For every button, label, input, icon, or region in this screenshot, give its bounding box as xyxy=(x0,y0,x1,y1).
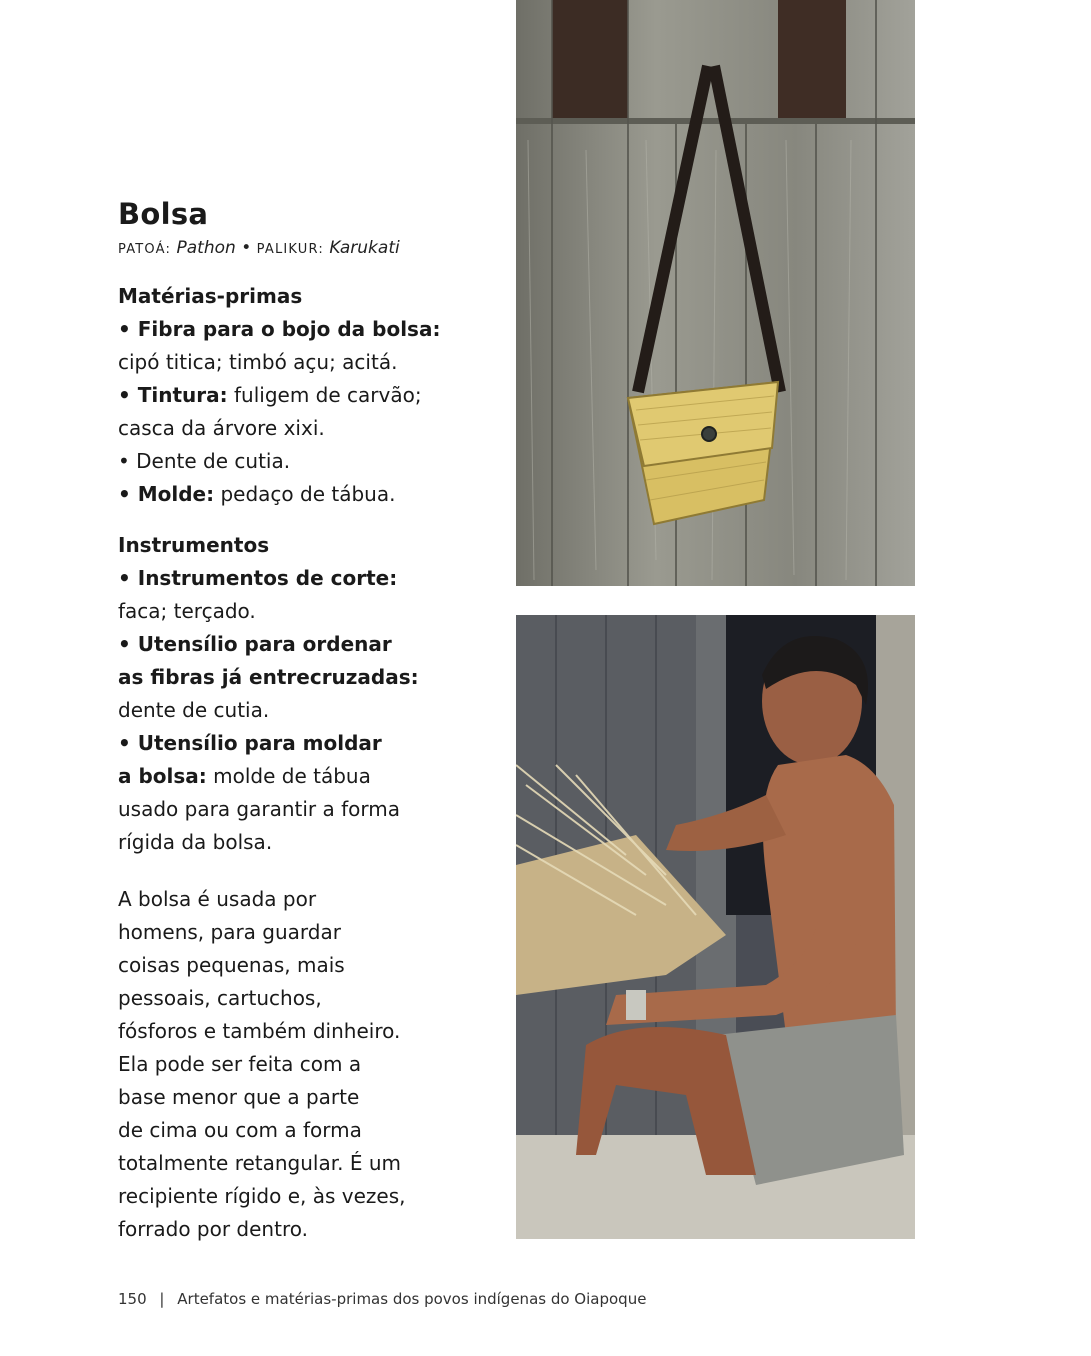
line-text: pedaço de tábua. xyxy=(214,482,396,506)
page-footer xyxy=(118,1290,646,1308)
bag-photo xyxy=(516,0,915,586)
page-number: 150 xyxy=(118,1290,147,1308)
materials-section xyxy=(118,280,498,511)
book-title: Artefatos e matérias-primas dos povos indígenas do Oiapoque xyxy=(177,1290,647,1308)
line-text: usado para garantir a forma xyxy=(118,797,401,821)
line-text: cipó titica; timbó açu; acitá. xyxy=(118,350,398,374)
description-paragraph xyxy=(118,883,498,1246)
description-line: recipiente rígido e, às vezes, xyxy=(118,1184,406,1208)
description-line: forrado por dentro. xyxy=(118,1217,308,1241)
weaver-illustration xyxy=(516,615,915,1239)
materials-line xyxy=(118,412,498,445)
materials-line xyxy=(118,313,498,346)
description-line: fósforos e também dinheiro. xyxy=(118,1019,401,1043)
line-text: dente de cutia. xyxy=(118,698,270,722)
line-text: rígida da bolsa. xyxy=(118,830,273,854)
line-bold: • Instrumentos de corte: xyxy=(118,566,398,590)
instruments-heading: Instrumentos xyxy=(118,533,270,557)
page-title: Bolsa xyxy=(118,197,209,231)
instruments-line xyxy=(118,628,498,661)
materials-line xyxy=(118,478,498,511)
line-bold: as fibras já entrecruzadas: xyxy=(118,665,419,689)
description-line: de cima ou com a forma xyxy=(118,1118,362,1142)
bag-illustration xyxy=(516,0,915,586)
instruments-line xyxy=(118,661,498,694)
local-names xyxy=(118,236,498,262)
line-bold: a bolsa: xyxy=(118,764,207,788)
instruments-line xyxy=(118,760,498,793)
line-text: • Dente de cutia. xyxy=(118,449,291,473)
weaver-photo xyxy=(516,615,915,1239)
instruments-line xyxy=(118,562,498,595)
footer-separator: | xyxy=(159,1290,165,1308)
palikur-name: Karukati xyxy=(329,238,400,258)
materials-line xyxy=(118,445,498,478)
line-text: faca; terçado. xyxy=(118,599,256,623)
line-bold: • Utensílio para moldar xyxy=(118,731,382,755)
instruments-line xyxy=(118,694,498,727)
description-line: coisas pequenas, mais xyxy=(118,953,345,977)
instruments-line xyxy=(118,826,498,859)
instruments-line xyxy=(118,727,498,760)
palikur-label: PALIKUR: xyxy=(256,242,324,257)
text-column xyxy=(118,194,498,1246)
materials-line xyxy=(118,346,498,379)
patoa-label: PATOÁ: xyxy=(118,242,172,257)
materials-heading: Matérias-primas xyxy=(118,284,303,308)
description-line: Ela pode ser feita com a xyxy=(118,1052,362,1076)
line-text: molde de tábua xyxy=(206,764,371,788)
line-bold: • Tintura: xyxy=(118,383,228,407)
materials-line xyxy=(118,379,498,412)
patoa-name: Pathon xyxy=(176,238,236,258)
names-bullet: • xyxy=(241,238,252,258)
line-bold: • Fibra para o bojo da bolsa: xyxy=(118,317,441,341)
instruments-section xyxy=(118,529,498,859)
description-line: pessoais, cartuchos, xyxy=(118,986,322,1010)
description-line: base menor que a parte xyxy=(118,1085,360,1109)
description-line: totalmente retangular. É um xyxy=(118,1151,401,1175)
line-text: casca da árvore xixi. xyxy=(118,416,325,440)
line-bold: • Molde: xyxy=(118,482,215,506)
line-text: fuligem de carvão; xyxy=(227,383,422,407)
line-bold: • Utensílio para ordenar xyxy=(118,632,392,656)
instruments-line xyxy=(118,595,498,628)
description-line: A bolsa é usada por xyxy=(118,887,317,911)
instruments-line xyxy=(118,793,498,826)
description-line: homens, para guardar xyxy=(118,920,341,944)
